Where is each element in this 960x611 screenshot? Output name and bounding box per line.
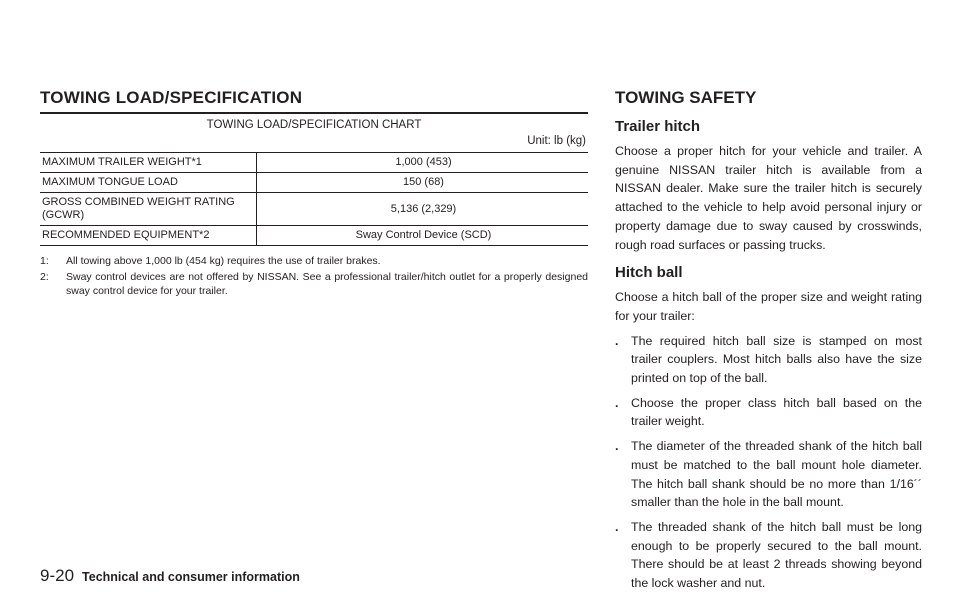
table-notes [40,254,588,298]
list-item-text: The required hitch ball size is stamped on most trailer couplers. Most hitch balls also have the size printed on top of the ball. [631,333,922,386]
footer-section-title: Technical and consumer information [82,570,300,584]
bullet-icon: . [615,439,619,454]
note-number: 2: [40,271,49,283]
hitch-ball-intro: Choose a hitch ball of the proper size and weight rating for your trailer: [615,290,922,323]
section-title: TOWING LOAD/SPECIFICATION [40,88,303,107]
list-item [615,332,922,388]
hitch-ball-list [615,332,922,593]
list-item [615,437,922,512]
row-value: Sway Control Device (SCD) [257,226,589,246]
note-item [40,254,588,268]
note-number: 1: [40,255,49,267]
bullet-icon: . [615,333,619,348]
spec-table-body [40,152,588,245]
row-value: 5,136 (2,329) [257,193,589,226]
page-footer [40,566,300,586]
bullet-icon: . [615,519,619,534]
row-value: 150 (68) [257,173,589,193]
list-item [615,518,922,593]
table-row [40,173,588,193]
towing-safety-section [615,88,922,599]
table-row [40,193,588,226]
table-unit: Unit: lb (kg) [527,135,586,147]
note-text: All towing above 1,000 lb (454 kg) requires the use of trailer brakes. [66,255,381,267]
table-row [40,226,588,246]
row-label: MAXIMUM TONGUE LOAD [40,173,257,193]
row-label: RECOMMENDED EQUIPMENT*2 [40,226,257,246]
table-caption: TOWING LOAD/SPECIFICATION CHART [206,119,422,131]
note-text: Sway control devices are not offered by NISSAN. See a professional trailer/hitch outlet for a properly designed sway control device for your trailer. [66,271,588,297]
spec-table [40,112,588,246]
bullet-icon: . [615,395,619,410]
list-item-text: The diameter of the threaded shank of the hitch ball must be matched to the ball mount hole diameter. The hitch ball shank should be no more than 1/16´´ smaller than the hole in the ball mount. [631,439,922,510]
list-item-text: Choose the proper class hitch ball based on the trailer weight. [631,395,922,429]
row-label: MAXIMUM TRAILER WEIGHT*1 [40,153,257,173]
trailer-hitch-text: Choose a proper hitch for your vehicle and trailer. A genuine NISSAN trailer hitch is available from a NISSAN dealer. Make sure the trailer hitch is securely attached to the vehicle to help avoid personal injury or property damage due to sway caused by crosswinds, rough road surfaces or passing trucks. [615,144,922,252]
towing-load-section [40,88,588,300]
trailer-hitch-heading: Trailer hitch [615,118,701,135]
row-label: GROSS COMBINED WEIGHT RATING (GCWR) [40,193,257,226]
page-number: 9-20 [40,566,75,585]
hitch-ball-heading: Hitch ball [615,264,683,282]
table-row [40,153,588,173]
list-item [615,394,922,431]
section-title: TOWING SAFETY [615,88,757,107]
list-item-text: The threaded shank of the hitch ball must be long enough to be properly secured to the ball mount. There should be at least 2 threads showing beyond the lock washer and nut. [631,519,922,591]
note-item [40,270,588,298]
row-value: 1,000 (453) [257,153,589,173]
